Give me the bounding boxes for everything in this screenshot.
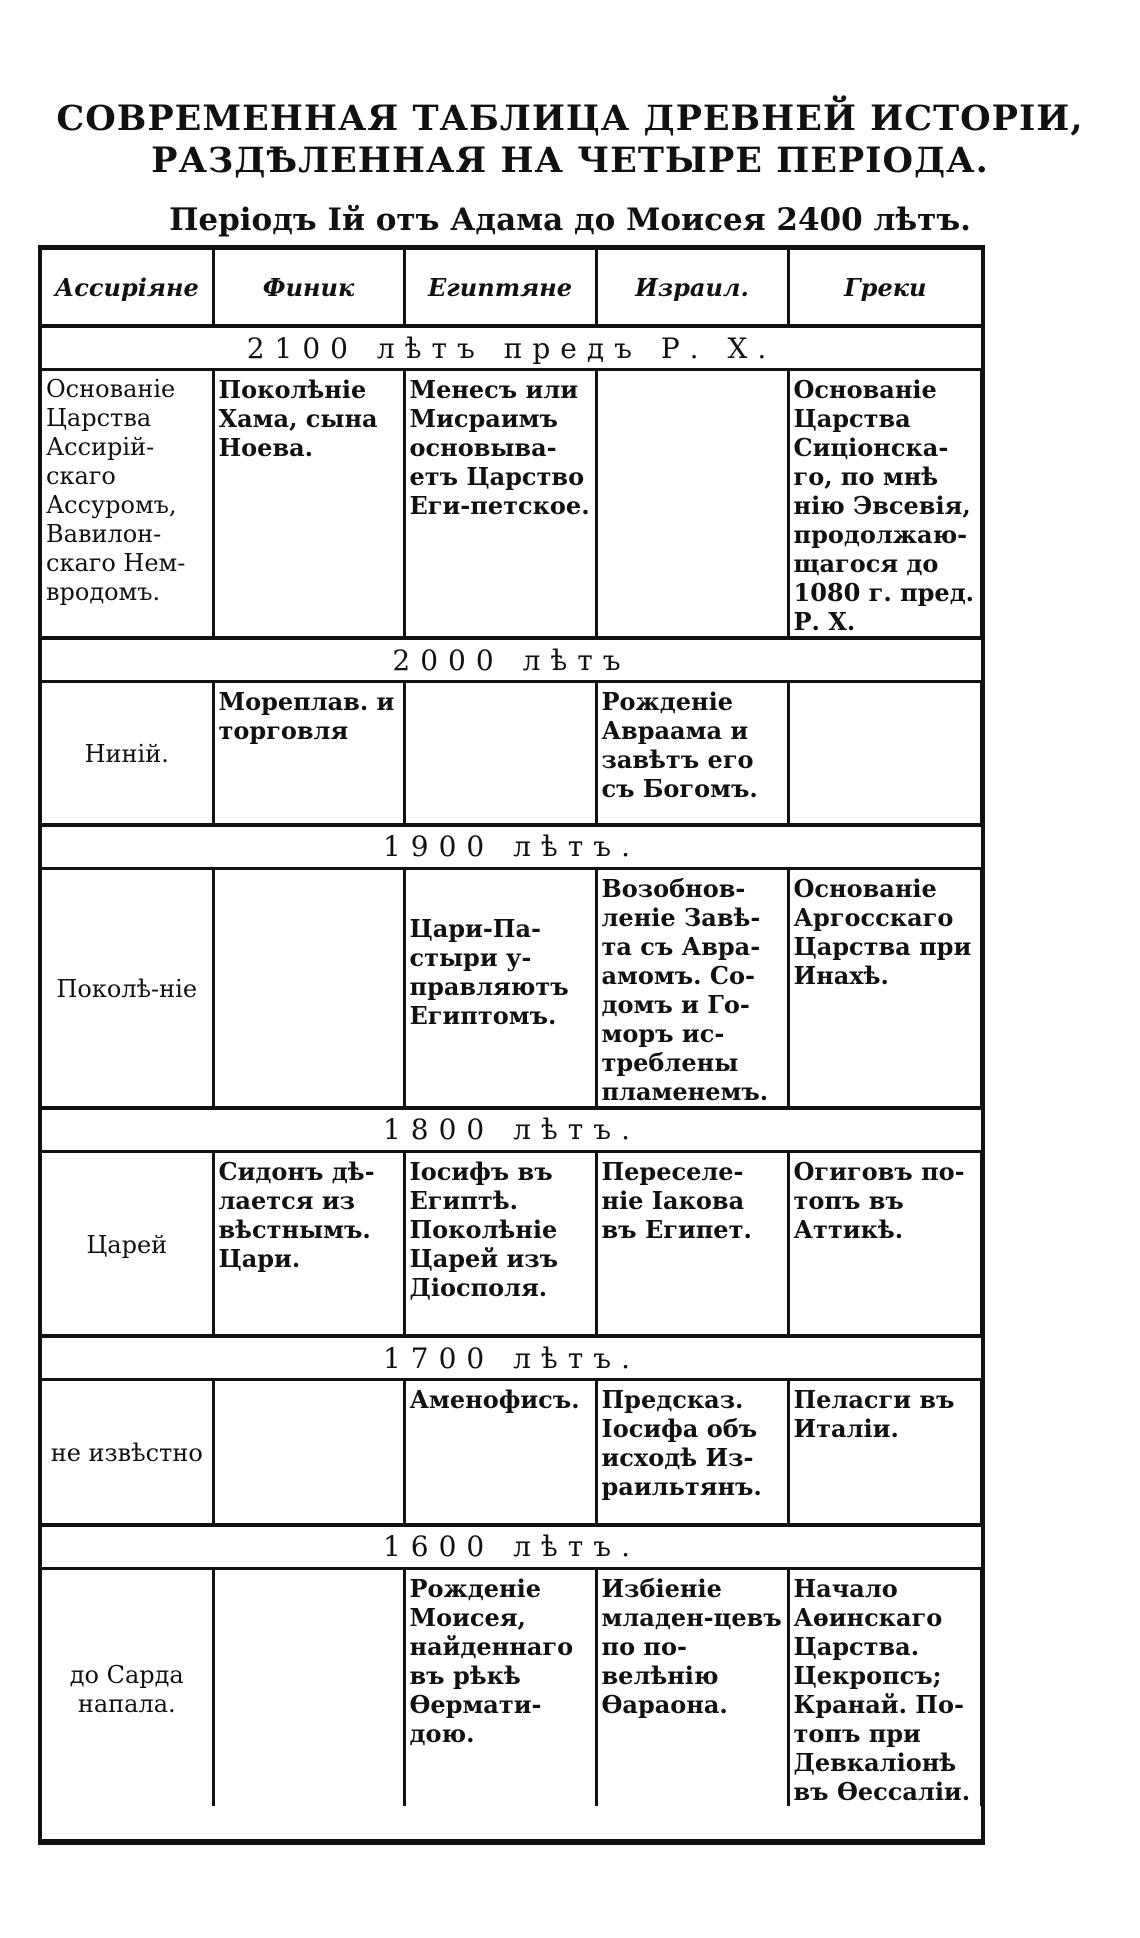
table-cell-greeks: Огиговъ по-топъ въ Аттикѣ.: [788, 1151, 981, 1336]
era-label: 1600 лѣтъ.: [42, 1525, 981, 1569]
table-cell-egyptians: Менесъ или Мисраимъ основыва-етъ Царство Еги-петское.: [404, 370, 596, 639]
table-cell-egyptians: Аменофисъ.: [404, 1380, 596, 1525]
table-cell-assyrians: Царей: [42, 1151, 213, 1336]
era-row: [42, 1108, 981, 1152]
era-row: [42, 825, 981, 869]
column-header-israelites: Израил.: [596, 250, 788, 326]
table-cell-israelites: Возобнов-леніе Завѣ-та съ Авра-амомъ. Со-домъ и Го-моръ ис-треблены пламенемъ.: [596, 868, 788, 1108]
era-label: 2100 лѣтъ предъ Р. Х.: [42, 326, 981, 370]
table-cell-greeks: Основаніе Царства Сиціонска-го, по мнѣ нію Эвсевія, продолжаю-щагося до 1080 г. пред. Р. Х.: [788, 370, 981, 639]
era-label: 1800 лѣтъ.: [42, 1108, 981, 1152]
table-cell-egyptians-text: Цари-Па-стыри у-правляютъ Египтомъ.: [409, 913, 569, 1030]
table-cell-greeks: Начало Аѳинскаго Царства. Цекропсъ; Кранай. По-топъ при Девкаліонѣ въ Ѳессаліи.: [788, 1568, 981, 1806]
table-cell-greeks: Основаніе Аргосскаго Царства при Инахѣ.: [788, 868, 981, 1108]
document-title: СОВРЕМЕННАЯ ТАБЛИЦА ДРЕВНЕЙ ИСТОРІИ,: [56, 98, 1084, 139]
column-header-phoenicians: Финик: [213, 250, 404, 326]
table-cell-assyrians: Основаніе Царства Ассирій-скаго Ассуромъ, Вавилон-скаго Нем-вродомъ.: [42, 370, 213, 639]
table-cell-phoenicians: Сидонъ дѣ-лается из вѣстнымъ. Цари.: [213, 1151, 404, 1336]
table-cell-israelites: Переселе-ніе Іакова въ Египет.: [596, 1151, 788, 1336]
table-cell-assyrians: до Сарда напала.: [42, 1568, 213, 1806]
table-row: [42, 868, 981, 1108]
table-cell-israelites: Рожденіе Авраама и завѣтъ его съ Богомъ.: [596, 682, 788, 825]
period-heading: Періодъ Ій отъ Адама до Моисея 2400 лѣтъ.: [169, 202, 971, 238]
table-cell-greeks: Пеласги въ Италіи.: [788, 1380, 981, 1525]
document-subtitle: РАЗДѢЛЕННАЯ НА ЧЕТЫРЕ ПЕРІОДА.: [151, 140, 989, 181]
table-row: [42, 1151, 981, 1336]
table-cell-egyptians: [404, 868, 596, 1108]
table-row: [42, 370, 981, 639]
title-block: [0, 98, 1140, 244]
table-cell-assyrians: Ниній.: [42, 682, 213, 825]
column-header-egyptians: Египтяне: [404, 250, 596, 326]
table-row: [42, 1568, 981, 1806]
table-row: [42, 1380, 981, 1525]
table-cell-phoenicians: Поколѣніе Хама, сына Ноева.: [213, 370, 404, 639]
table-cell-phoenicians: Мореплав. и торговля: [213, 682, 404, 825]
era-label: 1700 лѣтъ.: [42, 1336, 981, 1380]
era-row: [42, 1336, 981, 1380]
table-cell-greeks: [788, 682, 981, 825]
table-cell-egyptians: [404, 682, 596, 825]
table-cell-phoenicians: [213, 1568, 404, 1806]
table-cell-assyrians: Поколѣ-ніе: [42, 868, 213, 1108]
table-cell-israelites: Избіеніе младен-цевъ по по-велѣнію Ѳараона.: [596, 1568, 788, 1806]
table-cell-egyptians: Рожденіе Моисея, найденнаго въ рѣкѣ Ѳермати-дою.: [404, 1568, 596, 1806]
chronology-table: [42, 250, 983, 1806]
era-row: [42, 1525, 981, 1569]
table-row: [42, 682, 981, 825]
history-table: [38, 245, 985, 1845]
table-cell-phoenicians: [213, 868, 404, 1108]
era-label: 1900 лѣтъ.: [42, 825, 981, 869]
table-cell-israelites: [596, 370, 788, 639]
table-cell-assyrians: не извѣстно: [42, 1380, 213, 1525]
table-cell-egyptians: Іосифъ въ Египтѣ. Поколѣніе Царей изъ Діосполя.: [404, 1151, 596, 1336]
column-header-assyrians: Ассиріяне: [42, 250, 213, 326]
column-header-greeks: Греки: [788, 250, 981, 326]
era-label: 2000 лѣтъ: [42, 638, 981, 682]
era-row: [42, 638, 981, 682]
header-row: [42, 250, 981, 326]
era-row: [42, 326, 981, 370]
table-cell-israelites: Предсказ. Іосифа объ исходѣ Из-раильтянъ.: [596, 1380, 788, 1525]
table-cell-phoenicians: [213, 1380, 404, 1525]
